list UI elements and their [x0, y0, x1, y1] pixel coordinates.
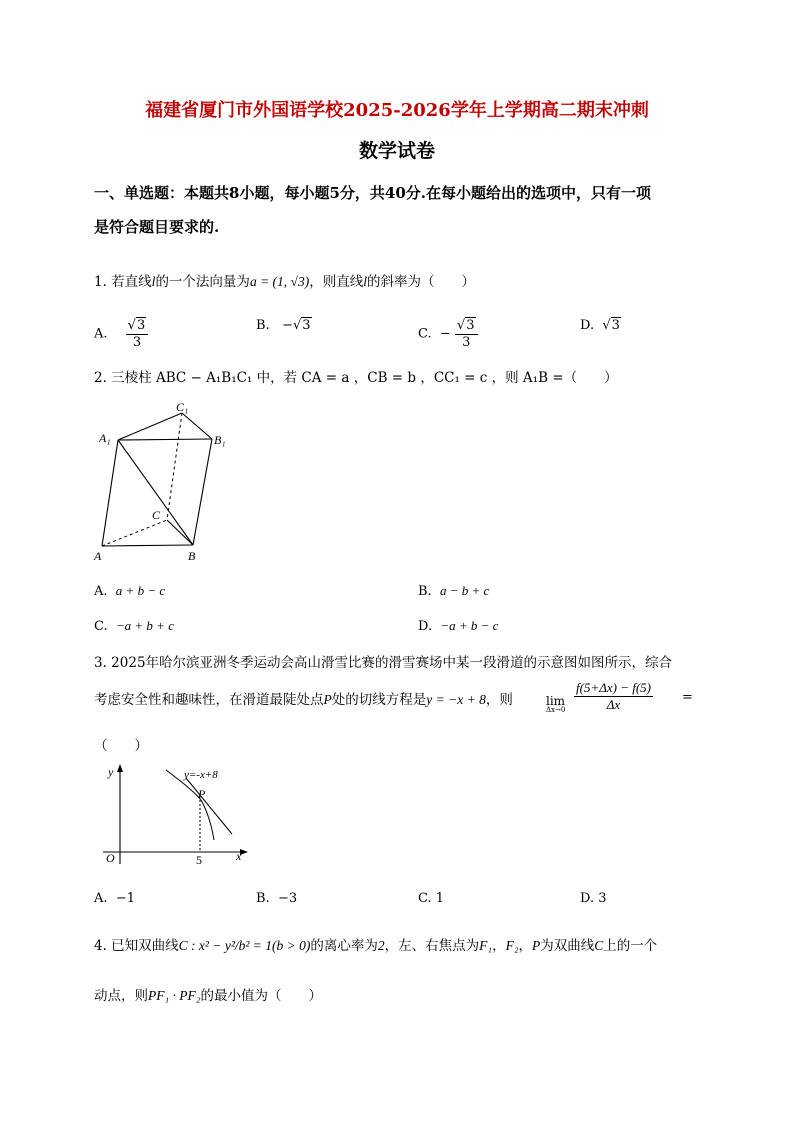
question-4-line1: 4. 已知双曲线C : x² − y²/b² = 1(b > 0)的离心率为2，左、右焦点为F₁，F₂，P为双曲线C上的一个 [94, 938, 658, 954]
label-c1: C₁ [176, 400, 189, 414]
axis-y-label: y [108, 765, 114, 779]
dot-product-expression: PF₁ · PF₂ [148, 988, 201, 1003]
label-b1: B₁ [214, 433, 226, 447]
normal-vector: a = (1, √3) [249, 274, 310, 289]
q3-option-b: B. −3 [256, 891, 298, 906]
question-3-paren: （ ） [94, 738, 148, 754]
difference-quotient: f(5+Δx) − f(5) Δx [576, 680, 651, 712]
q1-option-b: B. −√3 [256, 318, 311, 333]
slope-figure [98, 760, 253, 870]
exam-title: 福建省厦门市外国语学校2025-2026学年上学期高二期末冲刺 [145, 100, 649, 121]
point-p-label: P [198, 787, 206, 801]
question-3-line2: 考虑安全性和趣味性，在滑道最陡处点P处的切线方程是y = −x + 8，则 [94, 692, 513, 708]
tick-label-5: 5 [196, 853, 202, 867]
q1-option-a: A. $\frac{√3}{3}$ [94, 318, 148, 350]
label-b: B [188, 549, 196, 563]
prism-figure [90, 400, 240, 565]
question-2-stem: 2. 三棱柱 ABC − A₁B₁C₁ 中，若 CA = a ，CB = b ，CC₁ = c ，则 A₁B =（ ） [94, 370, 618, 386]
label-a: A [94, 549, 102, 563]
axis-x-label: x [236, 849, 242, 863]
q1-option-c: C. − $\frac{√3}{3}$ [418, 318, 478, 350]
question-3-line1: 3. 2025年哈尔滨亚洲冬季运动会高山滑雪比赛的滑雪赛场中某一段滑道的示意图如图所示，综合 [94, 655, 673, 671]
q2-option-c: C. −a + b + c [94, 618, 174, 634]
line-equation-label: y=-x+8 [184, 769, 218, 781]
q2-option-b: B. a − b + c [418, 583, 490, 599]
q2-option-d: D. −a + b − c [418, 618, 499, 634]
section-heading-line2: 是符合题目要求的. [94, 218, 220, 236]
q1-option-d: D. √3 [580, 318, 620, 333]
tangent-equation: y = −x + 8 [426, 692, 486, 707]
q3-option-c: C. 1 [418, 891, 445, 906]
hyperbola-equation: C : x² − y²/b² = 1(b > 0) [178, 938, 311, 953]
q2-option-a: A. a + b − c [94, 583, 166, 599]
label-a1: A₁ [99, 431, 111, 445]
q3-option-a: A. −1 [94, 891, 135, 906]
section-heading-line1: 一、单选题：本题共8小题，每小题5分，共40分.在每小题给出的选项中，只有一项 [94, 184, 651, 202]
exam-subtitle: 数学试卷 [358, 140, 435, 162]
label-c: C [152, 508, 161, 522]
origin-label: O [106, 851, 115, 865]
limit-symbol: lim Δx→0 [546, 694, 566, 714]
question-4-line2: 动点，则PF₁ · PF₂的最小值为（ ） [94, 988, 322, 1004]
question-1-stem: 1. 若直线l的一个法向量为a = (1, √3)，则直线l的斜率为（ ） [94, 274, 475, 290]
q3-option-d: D. 3 [580, 891, 607, 906]
